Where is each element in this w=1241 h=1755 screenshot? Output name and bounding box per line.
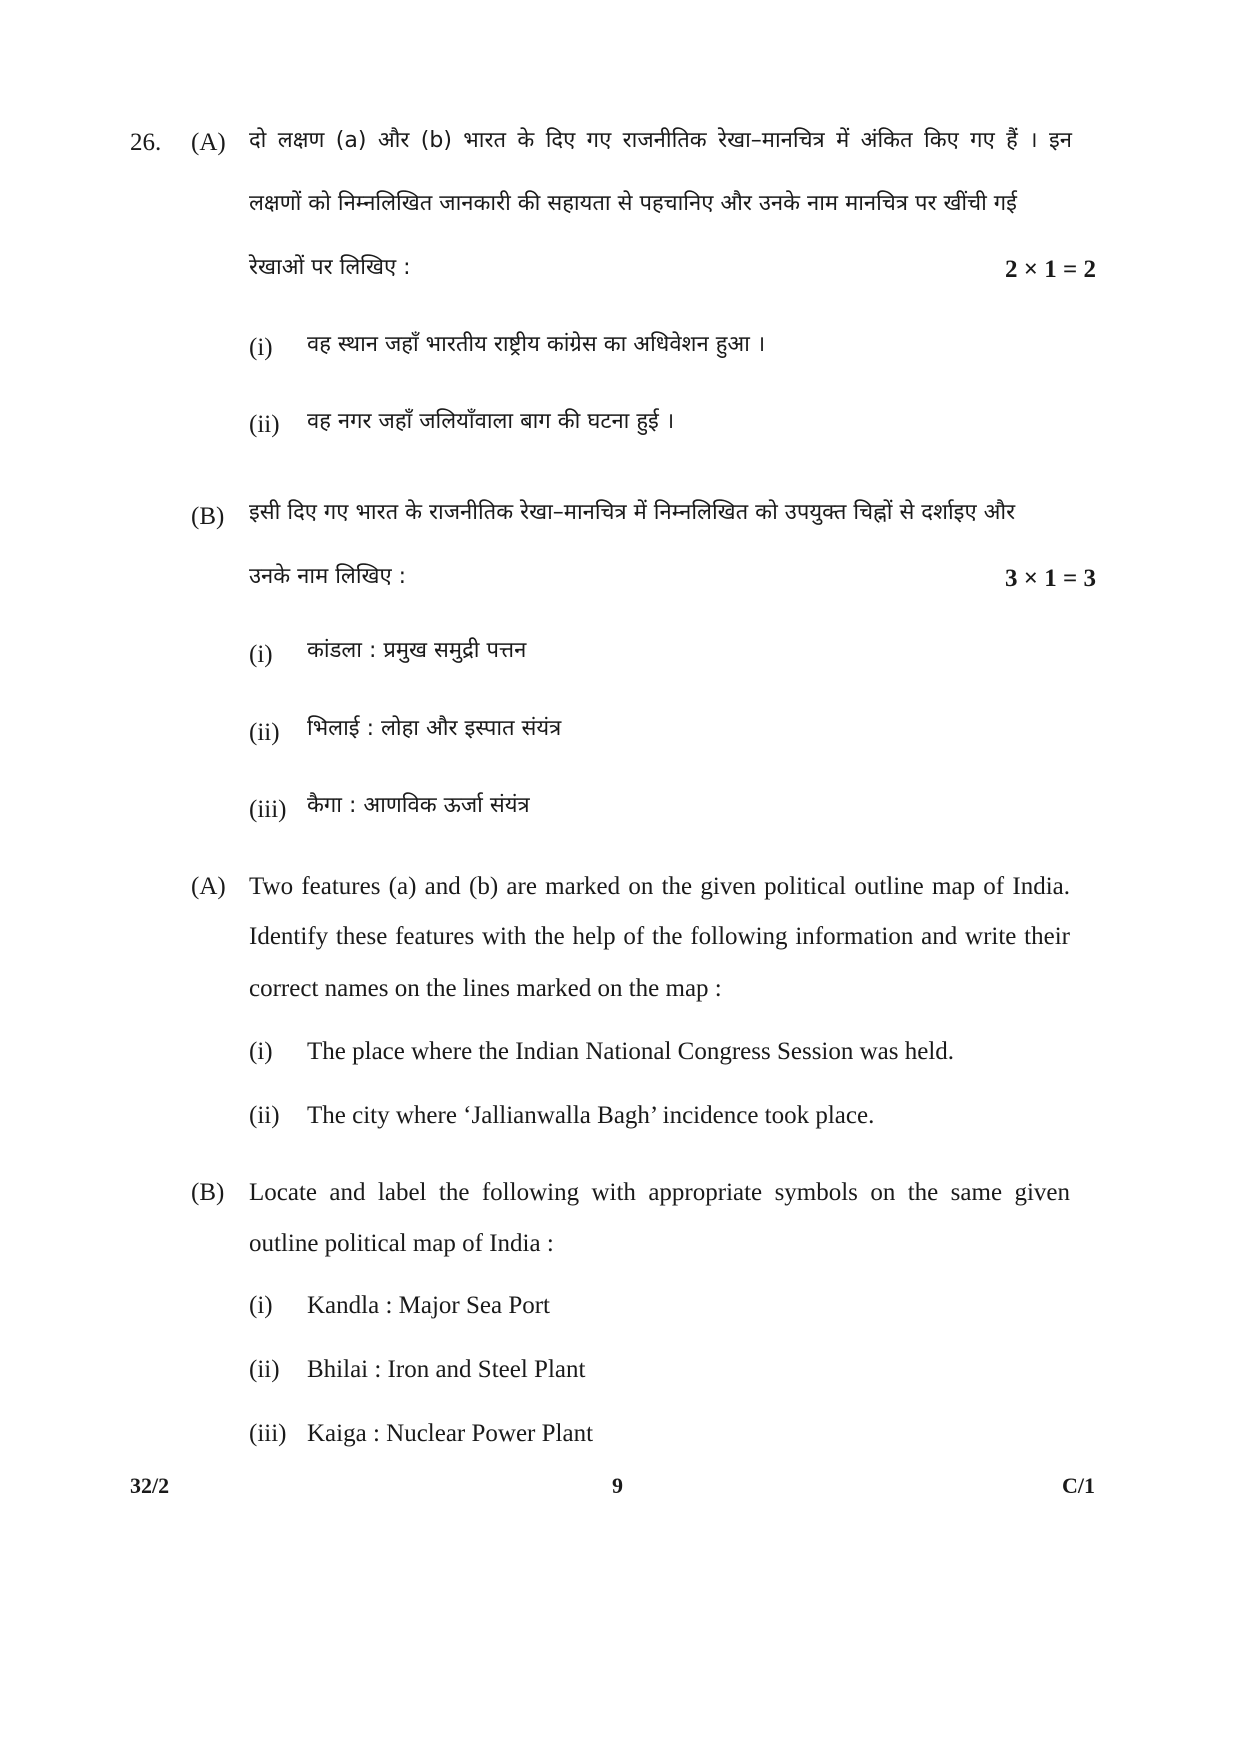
hindi-part-b-line-1: इसी दिए गए भारत के राजनीतिक रेखा–मानचित्र में निम्नलिखित को उपयुक्त चिह्नों से दर्शाइए और bbox=[249, 500, 1016, 525]
hindi-part-a-marks: 2 × 1 = 2 bbox=[1005, 256, 1096, 283]
hindi-b-item-1-text: कांडला : प्रमुख समुद्री पत्तन bbox=[307, 638, 527, 663]
english-b-item-2-num: (ii) bbox=[249, 1356, 280, 1383]
english-a-item-2-text: The city where ‘Jallianwalla Bagh’ incidence took place. bbox=[307, 1102, 875, 1129]
english-a-item-1-num: (i) bbox=[249, 1038, 273, 1065]
english-a-item-2-num: (ii) bbox=[249, 1102, 280, 1129]
english-part-a-label: (A) bbox=[191, 873, 226, 900]
english-b-item-3-text: Kaiga : Nuclear Power Plant bbox=[307, 1420, 594, 1447]
footer-paper-code: 32/2 bbox=[130, 1473, 170, 1498]
hindi-part-b-label: (B) bbox=[191, 503, 225, 530]
hindi-part-a-line-3: रेखाओं पर लिखिए : bbox=[249, 255, 411, 280]
english-part-a-line-2: Identify these features with the help of the following information and write their bbox=[249, 923, 1070, 950]
hindi-b-item-3-text: कैगा : आणविक ऊर्जा संयंत्र bbox=[307, 793, 530, 818]
hindi-b-item-3-num: (iii) bbox=[249, 796, 287, 823]
english-part-a-line-1: Two features (a) and (b) are marked on the given political outline map of India. bbox=[249, 873, 1070, 900]
hindi-part-a-line-2: लक्षणों को निम्नलिखित जानकारी की सहायता से पहचानिए और उनके नाम मानचित्र पर खींची गई bbox=[249, 191, 1017, 216]
english-part-b-line-2: outline political map of India : bbox=[249, 1230, 554, 1257]
hindi-part-a-line-1: दो लक्षण (a) और (b) भारत के दिए गए राजनीतिक रेखा–मानचित्र में अंकित किए गए हैं । इन bbox=[249, 128, 1072, 153]
footer-page-number: 9 bbox=[612, 1473, 623, 1498]
footer-set-code: C/1 bbox=[1062, 1473, 1095, 1498]
hindi-a-item-2-text: वह नगर जहाँ जलियाँवाला बाग की घटना हुई । bbox=[307, 409, 675, 434]
english-b-item-1-num: (i) bbox=[249, 1292, 273, 1319]
hindi-part-a-label: (A) bbox=[191, 129, 226, 156]
english-b-item-1-text: Kandla : Major Sea Port bbox=[307, 1292, 551, 1319]
english-a-item-1-text: The place where the Indian National Congress Session was held. bbox=[307, 1038, 955, 1065]
hindi-b-item-2-num: (ii) bbox=[249, 719, 280, 746]
english-part-b-line-1: Locate and label the following with appropriate symbols on the same given bbox=[249, 1179, 1070, 1206]
english-b-item-3-num: (iii) bbox=[249, 1420, 287, 1447]
english-part-b-label: (B) bbox=[191, 1179, 225, 1206]
english-b-item-2-text: Bhilai : Iron and Steel Plant bbox=[307, 1356, 586, 1383]
hindi-b-item-1-num: (i) bbox=[249, 641, 273, 668]
hindi-part-b-marks: 3 × 1 = 3 bbox=[1005, 565, 1096, 592]
hindi-b-item-2-text: भिलाई : लोहा और इस्पात संयंत्र bbox=[307, 716, 562, 741]
hindi-a-item-1-text: वह स्थान जहाँ भारतीय राष्ट्रीय कांग्रेस का अधिवेशन हुआ । bbox=[307, 332, 766, 357]
english-part-a-line-3: correct names on the lines marked on the map : bbox=[249, 975, 722, 1002]
question-number: 26. bbox=[130, 129, 162, 156]
hindi-a-item-2-num: (ii) bbox=[249, 411, 280, 438]
hindi-part-b-line-2: उनके नाम लिखिए : bbox=[249, 564, 407, 589]
hindi-a-item-1-num: (i) bbox=[249, 334, 273, 361]
